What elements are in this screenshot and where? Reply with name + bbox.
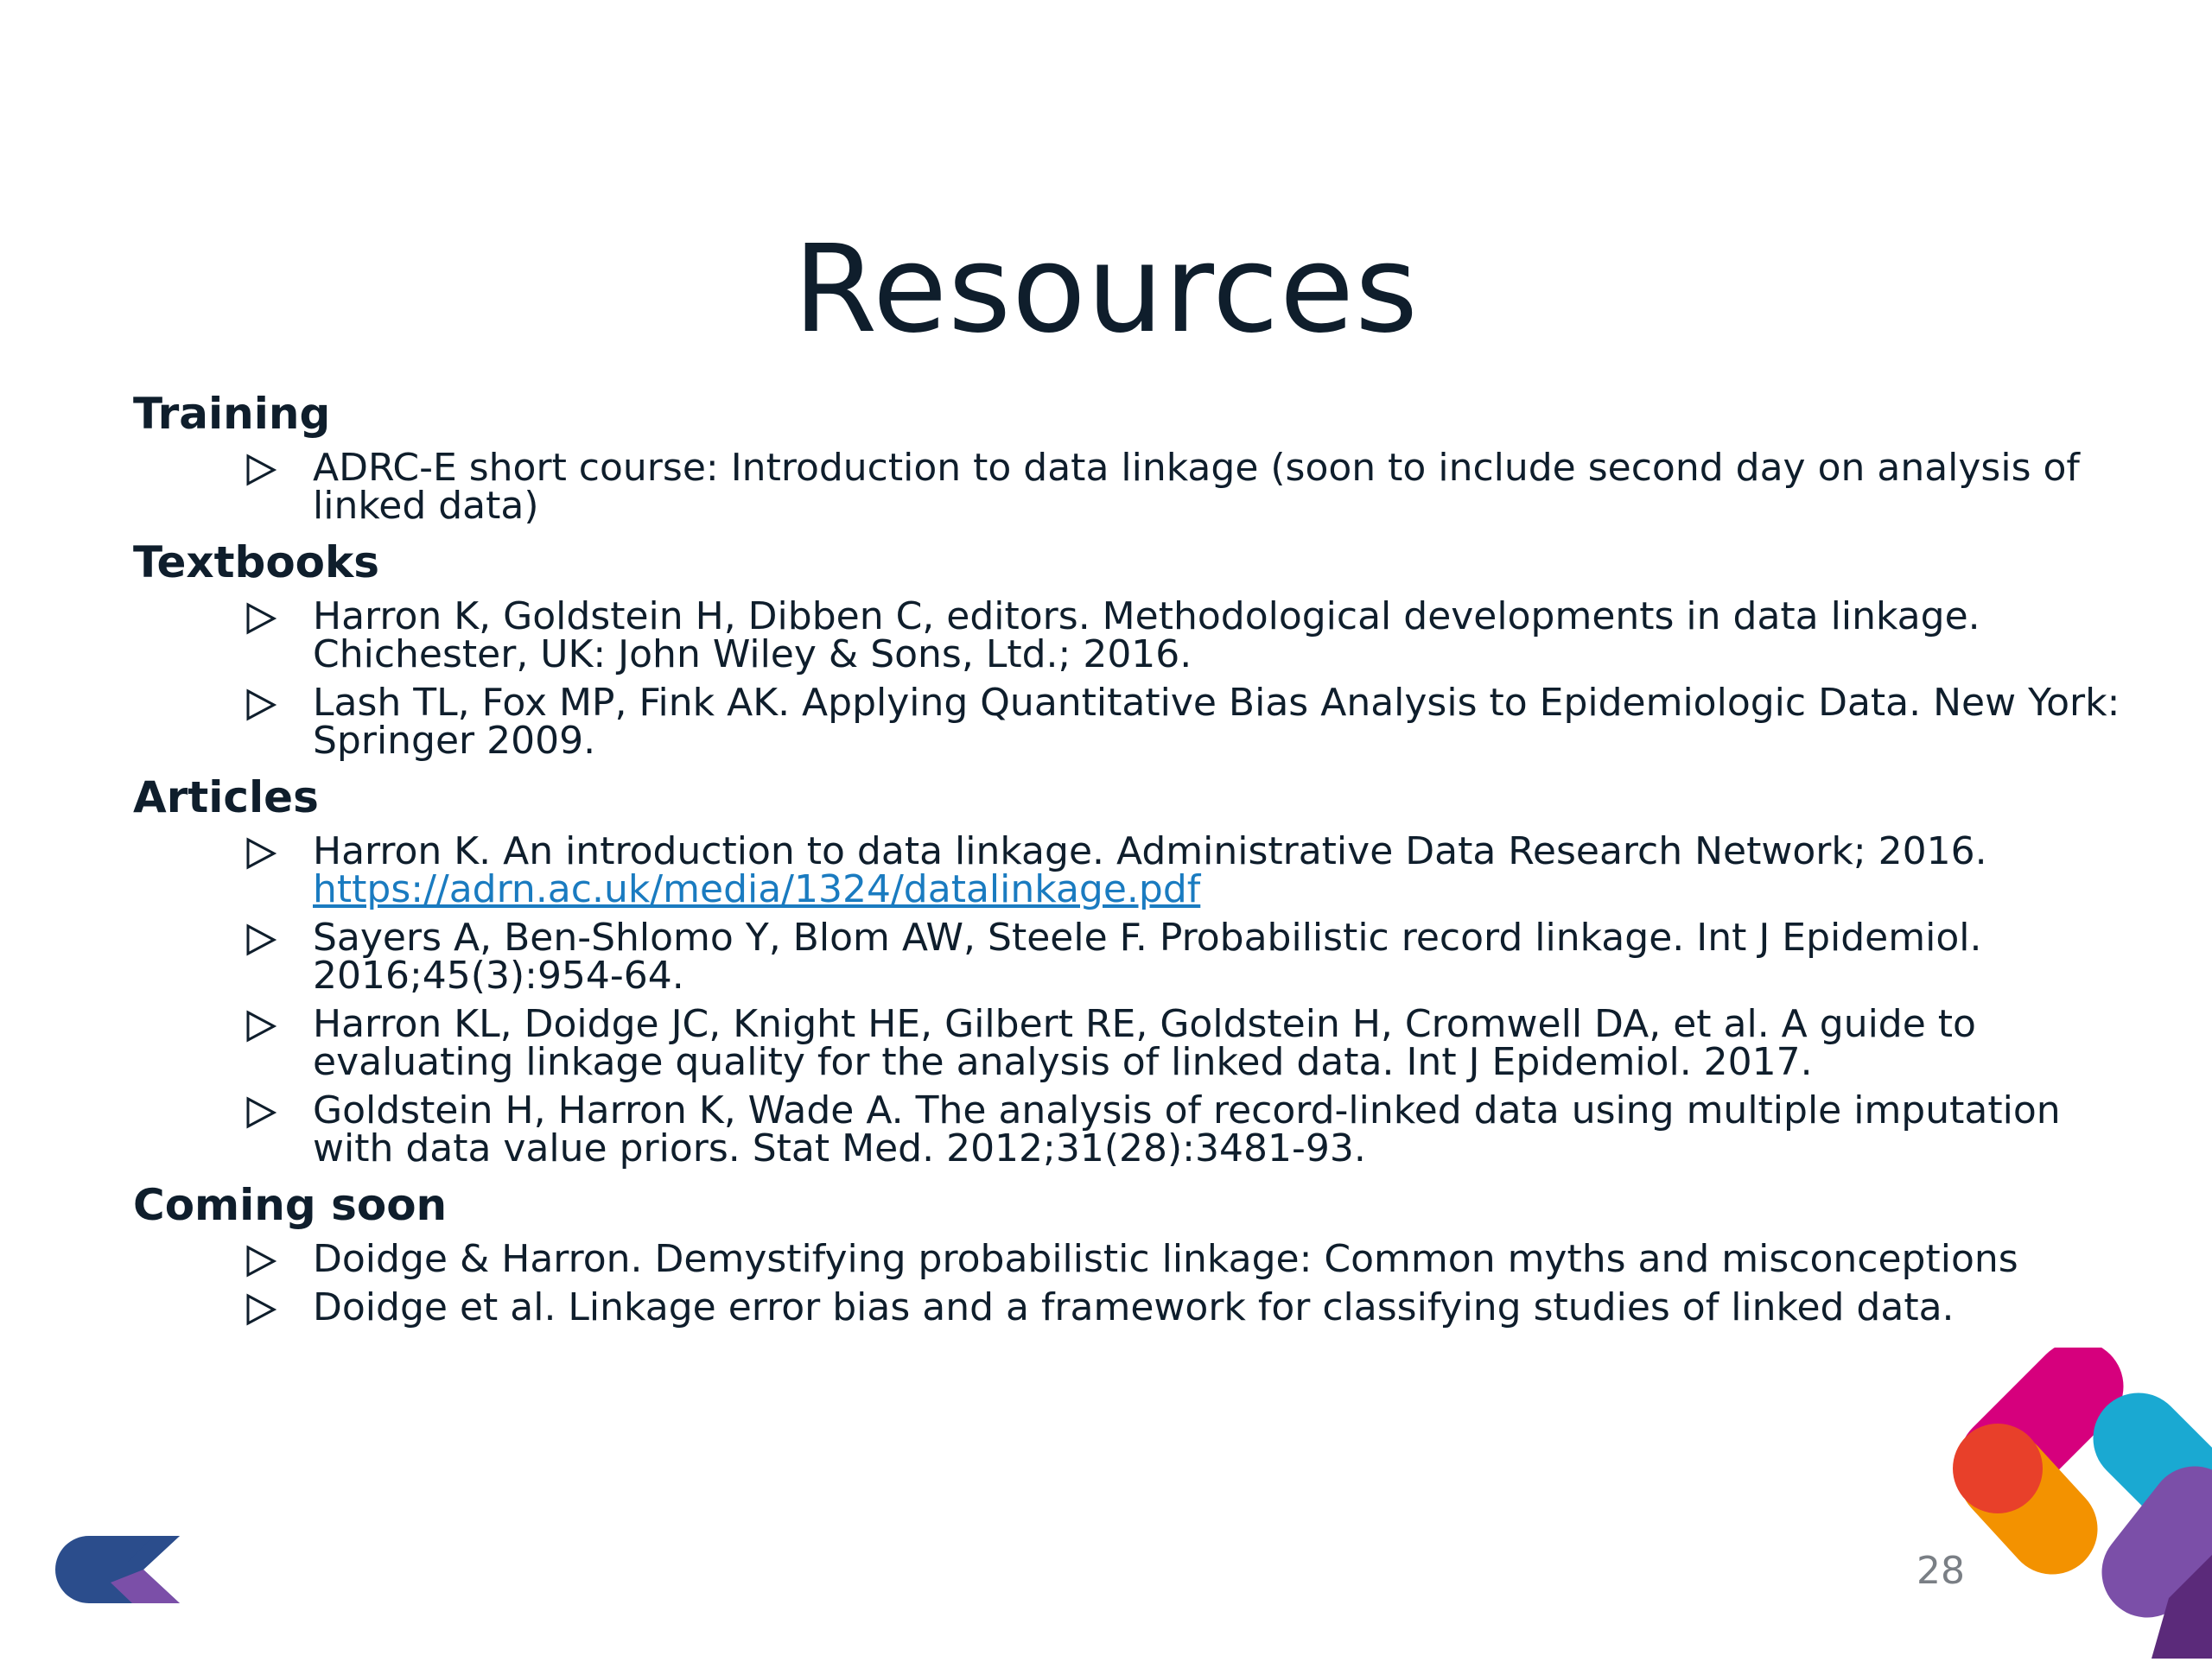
list-item	[133, 446, 2120, 528]
resources-list	[133, 387, 2120, 1337]
item-text: Doidge et al. Linkage error bias and a framework for classifying studies of linked data.	[313, 1285, 1955, 1329]
section-articles	[133, 771, 2120, 1168]
section-coming-soon	[133, 1178, 2120, 1327]
item-text: Harron K, Goldstein H, Dibben C, editors. Methodological developments in data linkage. Chichester, UK: John Wiley & Sons, Ltd.; 2016.	[313, 594, 1980, 676]
triangle-bullet-icon	[244, 1095, 278, 1130]
slide-title: Resources	[793, 219, 1419, 360]
item-text: Doidge & Harron. Demystifying probabilistic linkage: Common myths and misconceptions	[313, 1237, 2018, 1281]
list-item	[133, 829, 2120, 911]
section-heading: Training	[133, 389, 331, 439]
section-textbooks	[133, 536, 2120, 763]
section-items	[133, 446, 2120, 528]
page-number: 28	[1916, 1549, 1965, 1593]
list-item	[133, 1088, 2120, 1170]
section-items	[133, 594, 2120, 763]
item-text: Harron KL, Doidge JC, Knight HE, Gilbert RE, Goldstein H, Cromwell DA, et al. A guide to evaluating linkage quality for the analysis of linked data. Int J Epidemiol. 2017.	[313, 1002, 1976, 1084]
item-text: Lash TL, Fox MP, Fink AK. Applying Quantitative Bias Analysis to Epidemiologic Data. New York: Springer 2009.	[313, 681, 2120, 763]
triangle-bullet-icon	[244, 688, 278, 722]
triangle-bullet-icon	[244, 923, 278, 957]
list-item	[133, 1237, 2120, 1281]
list-item	[133, 916, 2120, 998]
triangle-bullet-icon	[244, 836, 278, 871]
section-items	[133, 1237, 2120, 1329]
datalinkage-pdf-link[interactable]: https://adrn.ac.uk/media/1324/datalinkage.pdf	[313, 867, 1201, 911]
list-item	[133, 1002, 2120, 1084]
item-text: Sayers A, Ben-Shlomo Y, Blom AW, Steele F. Probabilistic record linkage. Int J Epidemiol. 2016;45(3):954-64.	[313, 916, 1982, 998]
list-item	[133, 681, 2120, 763]
section-heading: Coming soon	[133, 1180, 448, 1230]
triangle-bullet-icon	[244, 1244, 278, 1278]
item-text: ADRC-E short course: Introduction to data linkage (soon to include second day on analysis of linked data)	[313, 446, 2080, 528]
triangle-bullet-icon	[244, 1009, 278, 1044]
section-training	[133, 387, 2120, 528]
list-item	[133, 594, 2120, 676]
triangle-bullet-icon	[244, 1292, 278, 1327]
section-heading: Articles	[133, 772, 319, 822]
triangle-bullet-icon	[244, 601, 278, 636]
section-heading: Textbooks	[133, 537, 380, 587]
item-text: Goldstein H, Harron K, Wade A. The analysis of record-linked data using multiple imputation with data value priors. Stat Med. 2012;31(28):3481-93.	[313, 1088, 2061, 1170]
triangle-bullet-icon	[244, 453, 278, 487]
list-item	[133, 1285, 2120, 1329]
adrc-logo	[50, 1531, 180, 1608]
item-text: Harron K. An introduction to data linkage. Administrative Data Research Network; 2016.	[313, 829, 1987, 873]
section-items	[133, 829, 2120, 1170]
chevron-brand-mark	[1936, 1348, 2212, 1659]
